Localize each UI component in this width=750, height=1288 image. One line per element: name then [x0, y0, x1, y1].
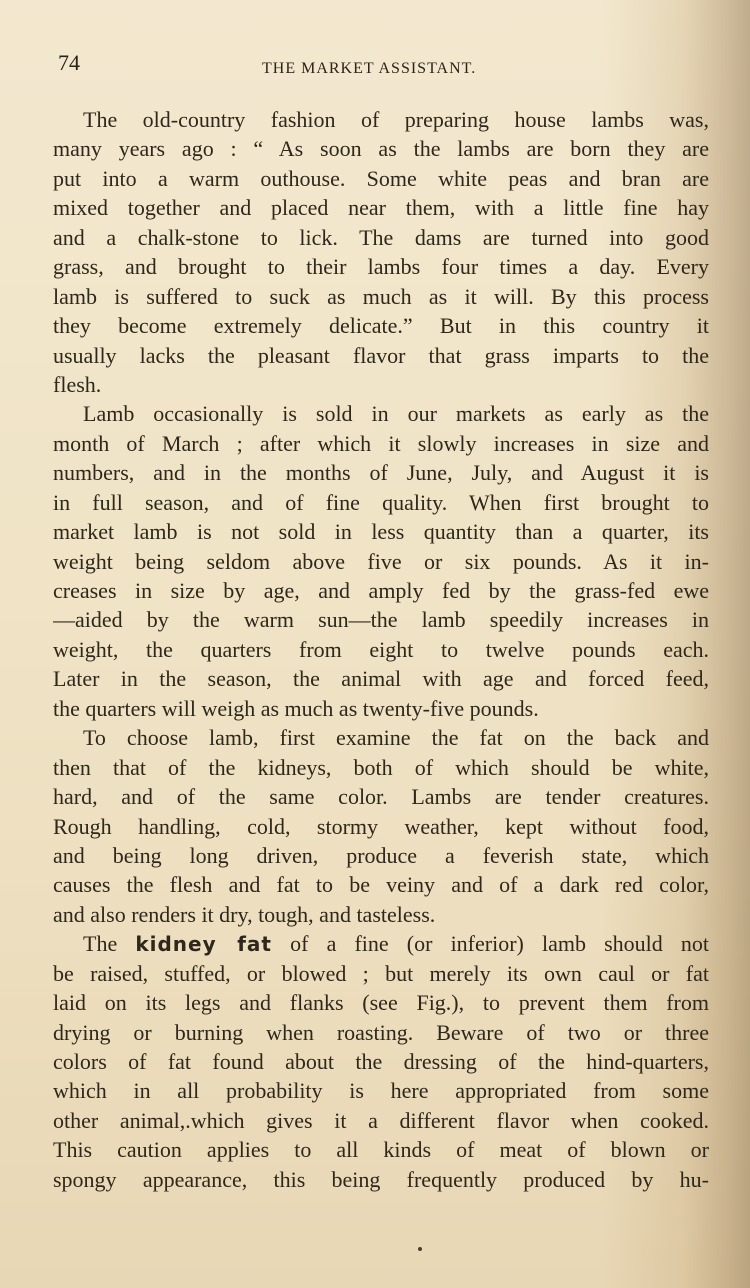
- paragraph: [53, 929, 709, 1194]
- text-line: The old-country fashion of preparing house lambs was,: [83, 107, 709, 132]
- text-line: causes the flesh and fat to be veiny and of a dark red color,: [53, 872, 709, 898]
- page-number: 74: [58, 50, 80, 75]
- text-line: market lamb is not sold in less quantity than a quarter, its: [53, 519, 709, 545]
- text-span: of a fine (or inferior) lamb should not: [272, 931, 709, 957]
- text-line: This caution applies to all kinds of meat of blown or: [53, 1137, 709, 1163]
- text-line: put into a warm outhouse. Some white peas and bran are: [53, 165, 709, 191]
- text-line: month of March ; after which it slowly increases in size and: [53, 430, 709, 456]
- text-line: spongy appearance, this being frequently produced by hu-: [53, 1166, 709, 1192]
- text-line: hard, and of the same color. Lambs are tender creatures.: [53, 784, 709, 810]
- text-line: be raised, stuffed, or blowed ; but merely its own caul or fat: [53, 960, 709, 986]
- text-line: and being long driven, produce a feverish state, which: [53, 842, 709, 868]
- text-line: in full season, and of fine quality. When first brought to: [53, 489, 709, 515]
- text-line: Lamb occasionally is sold in our markets as early as the: [83, 401, 709, 427]
- text-line: To choose lamb, first examine the fat on the back and: [83, 725, 709, 751]
- text-line: many years ago : “ As soon as the lambs are born they are: [53, 136, 709, 162]
- text-line: lamb is suffered to suck as much as it will. By this process: [53, 283, 709, 309]
- paragraph: [53, 399, 709, 723]
- bold-term: kidney fat: [135, 932, 272, 957]
- text-line: then that of the kidneys, both of which should be white,: [53, 754, 709, 780]
- paragraph: [53, 105, 709, 399]
- body-text: [53, 105, 709, 1194]
- text-line: Rough handling, cold, stormy weather, kept without food,: [53, 813, 709, 839]
- text-line: grass, and brought to their lambs four times a day. Every: [53, 254, 709, 280]
- running-head: THE MARKET ASSISTANT.: [262, 60, 477, 77]
- text-line: colors of fat found about the dressing of the hind-quarters,: [53, 1049, 709, 1074]
- text-line: weight being seldom above five or six pounds. As it in-: [53, 548, 709, 574]
- text-line: [53, 929, 709, 958]
- text-line: and a chalk-stone to lick. The dams are turned into good: [53, 224, 709, 250]
- text-line: other animal,.which gives it a different flavor when cooked.: [53, 1107, 709, 1133]
- text-line: Later in the season, the animal with age and forced feed,: [53, 666, 709, 692]
- text-line: usually lacks the pleasant flavor that grass imparts to the: [53, 342, 709, 368]
- print-speck: [418, 1247, 422, 1251]
- text-line: and also renders it dry, tough, and tasteless.: [53, 901, 436, 927]
- text-line: weight, the quarters from eight to twelve pounds each.: [53, 636, 709, 662]
- text-line: the quarters will weigh as much as twenty-five pounds.: [53, 695, 539, 721]
- paragraph: [53, 723, 709, 929]
- text-line: they become extremely delicate.” But in this country it: [53, 313, 709, 339]
- text-line: flesh.: [53, 371, 102, 397]
- text-line: which in all probability is here appropriated from some: [53, 1078, 709, 1104]
- text-line: mixed together and placed near them, with a little fine hay: [53, 195, 709, 221]
- text-line: —aided by the warm sun—the lamb speedily increases in: [53, 607, 709, 633]
- text-line: creases in size by age, and amply fed by the grass-fed ewe: [53, 578, 709, 603]
- text-line: numbers, and in the months of June, July, and August it is: [53, 460, 709, 486]
- text-line: drying or burning when roasting. Beware of two or three: [53, 1019, 709, 1045]
- text-line: laid on its legs and flanks (see Fig.), to prevent them from: [53, 990, 709, 1016]
- text-span: The: [83, 931, 136, 957]
